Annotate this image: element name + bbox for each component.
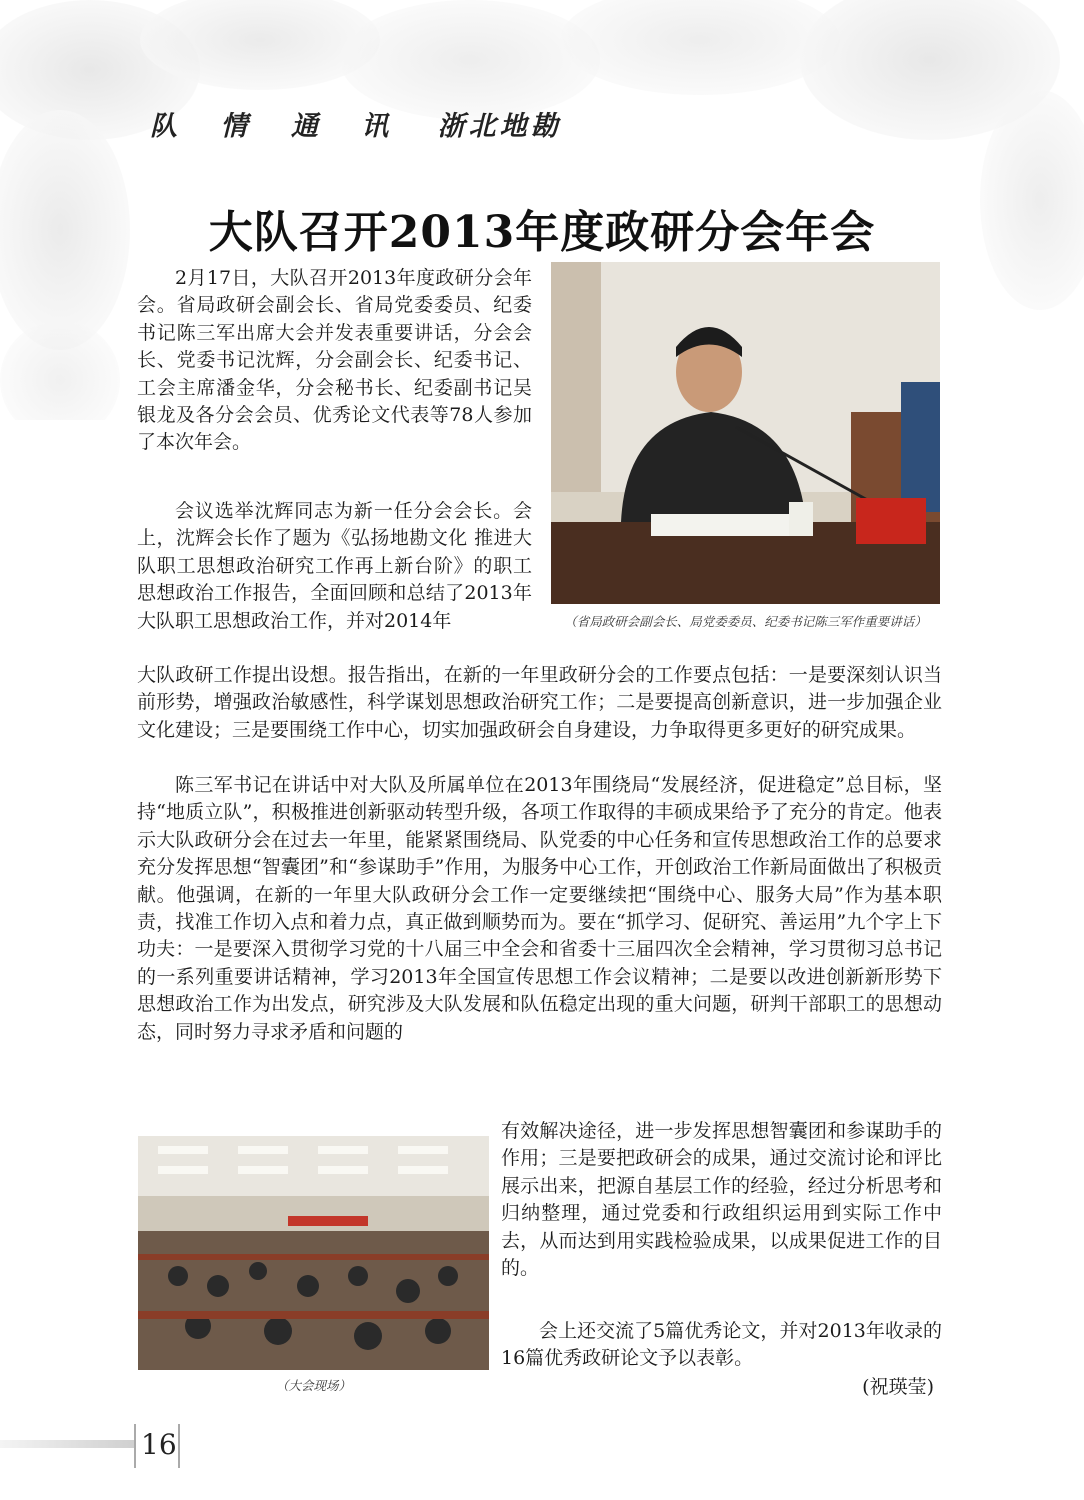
page-number: 16	[141, 1428, 177, 1461]
paragraph-1: 2月17日，大队召开2013年度政研分会年会。省局政研会副会长、省局党委委员、纪委书记陈三军出席大会并发表重要讲话，分会会长、党委书记沈辉，分会副会长、纪委书记、工会主席潘金华，分会秘书长、纪委副书记吴银龙及各分会会员、优秀论文代表等78人参加了本次年会。	[137, 267, 532, 454]
paragraph-2-top: 会议选举沈辉同志为新一任分会会长。会上，沈辉会长作了题为《弘扬地勘文化 推进大队职工思想政治研究工作再上新台阶》的职工思想政治工作报告，全面回顾和总结了2013年大队职工思想政治工作，并对2014年	[137, 500, 532, 632]
article-title: 大队召开2013年度政研分会年会	[208, 207, 876, 258]
section-char: 情	[220, 111, 250, 142]
section-char: 通	[290, 111, 320, 142]
section-header	[150, 104, 592, 143]
section-char: 队	[150, 111, 179, 142]
paragraph-3: 陈三军书记在讲话中对大队及所属单位在2013年围绕局“发展经济，促进稳定”总目标，坚持“地质立队”，积极推进创新驱动转型升级，各项工作取得的丰硕成果给予了充分的肯定。他表示大队政研分会在过去一年里，能紧紧围绕局、队党委的中心任务和宣传思想政治工作的总要求充分发挥思想“智囊团”和“参谋助手”作用，为服务中心工作，开创政治工作新局面做出了积极贡献。他强调，在新的一年里大队政研分会工作一定要继续把“围绕中心、服务大局”作为基本职责，找准工作切入点和着力点，真正做到顺势而为。要在“抓学习、促研究、善运用”九个字上下功夫：一是要深入贯彻学习党的十八届三中全会和省委十三届四次全会精神，学习贯彻习总书记的一系列重要讲话精神，学习2013年全国宣传思想工作会议精神；二是要以改进创新新形势下思想政治工作为出发点，研究涉及大队发展和队伍稳定出现的重大问题，研判干部职工的思想动态，同时努力寻求矛盾和问题的	[137, 774, 942, 1043]
speaker-photo-caption: （省局政研会副会长、局党委委员、纪委书记陈三军作重要讲话）	[564, 614, 927, 629]
section-char: 讯	[361, 111, 391, 142]
author-credit: (祝瑛莹)	[862, 1376, 934, 1398]
meeting-hall-photo	[138, 1136, 489, 1370]
speaker-photo	[551, 262, 940, 604]
paragraph-4: 会上还交流了5篇优秀论文，并对2013年收录的16篇优秀政研论文予以表彰。	[501, 1320, 942, 1370]
footer-bar	[0, 1440, 136, 1448]
unit-name: 浙北地勘	[437, 111, 562, 142]
paragraph-2-rest: 大队政研工作提出设想。报告指出，在新的一年里政研分会的工作要点包括：一是要深刻认识当前形势，增强政治敏感性，科学谋划思想政治研究工作；二是要提高创新意识，进一步加强企业文化建设；三是要围绕工作中心，切实加强政研会自身建设，力争取得更多更好的研究成果。	[137, 664, 942, 741]
meeting-photo-caption: （大会现场）	[275, 1378, 351, 1393]
paragraph-3-tail: 有效解决途径，进一步发挥思想智囊团和参谋助手的作用；三是要把政研会的成果，通过交流讨论和评比展示出来，把源自基层工作的经验，经过分析思考和归纳整理，通过党委和行政组织运用到实际工作中去，从而达到用实践检验成果，以成果促进工作的目的。	[501, 1120, 942, 1280]
